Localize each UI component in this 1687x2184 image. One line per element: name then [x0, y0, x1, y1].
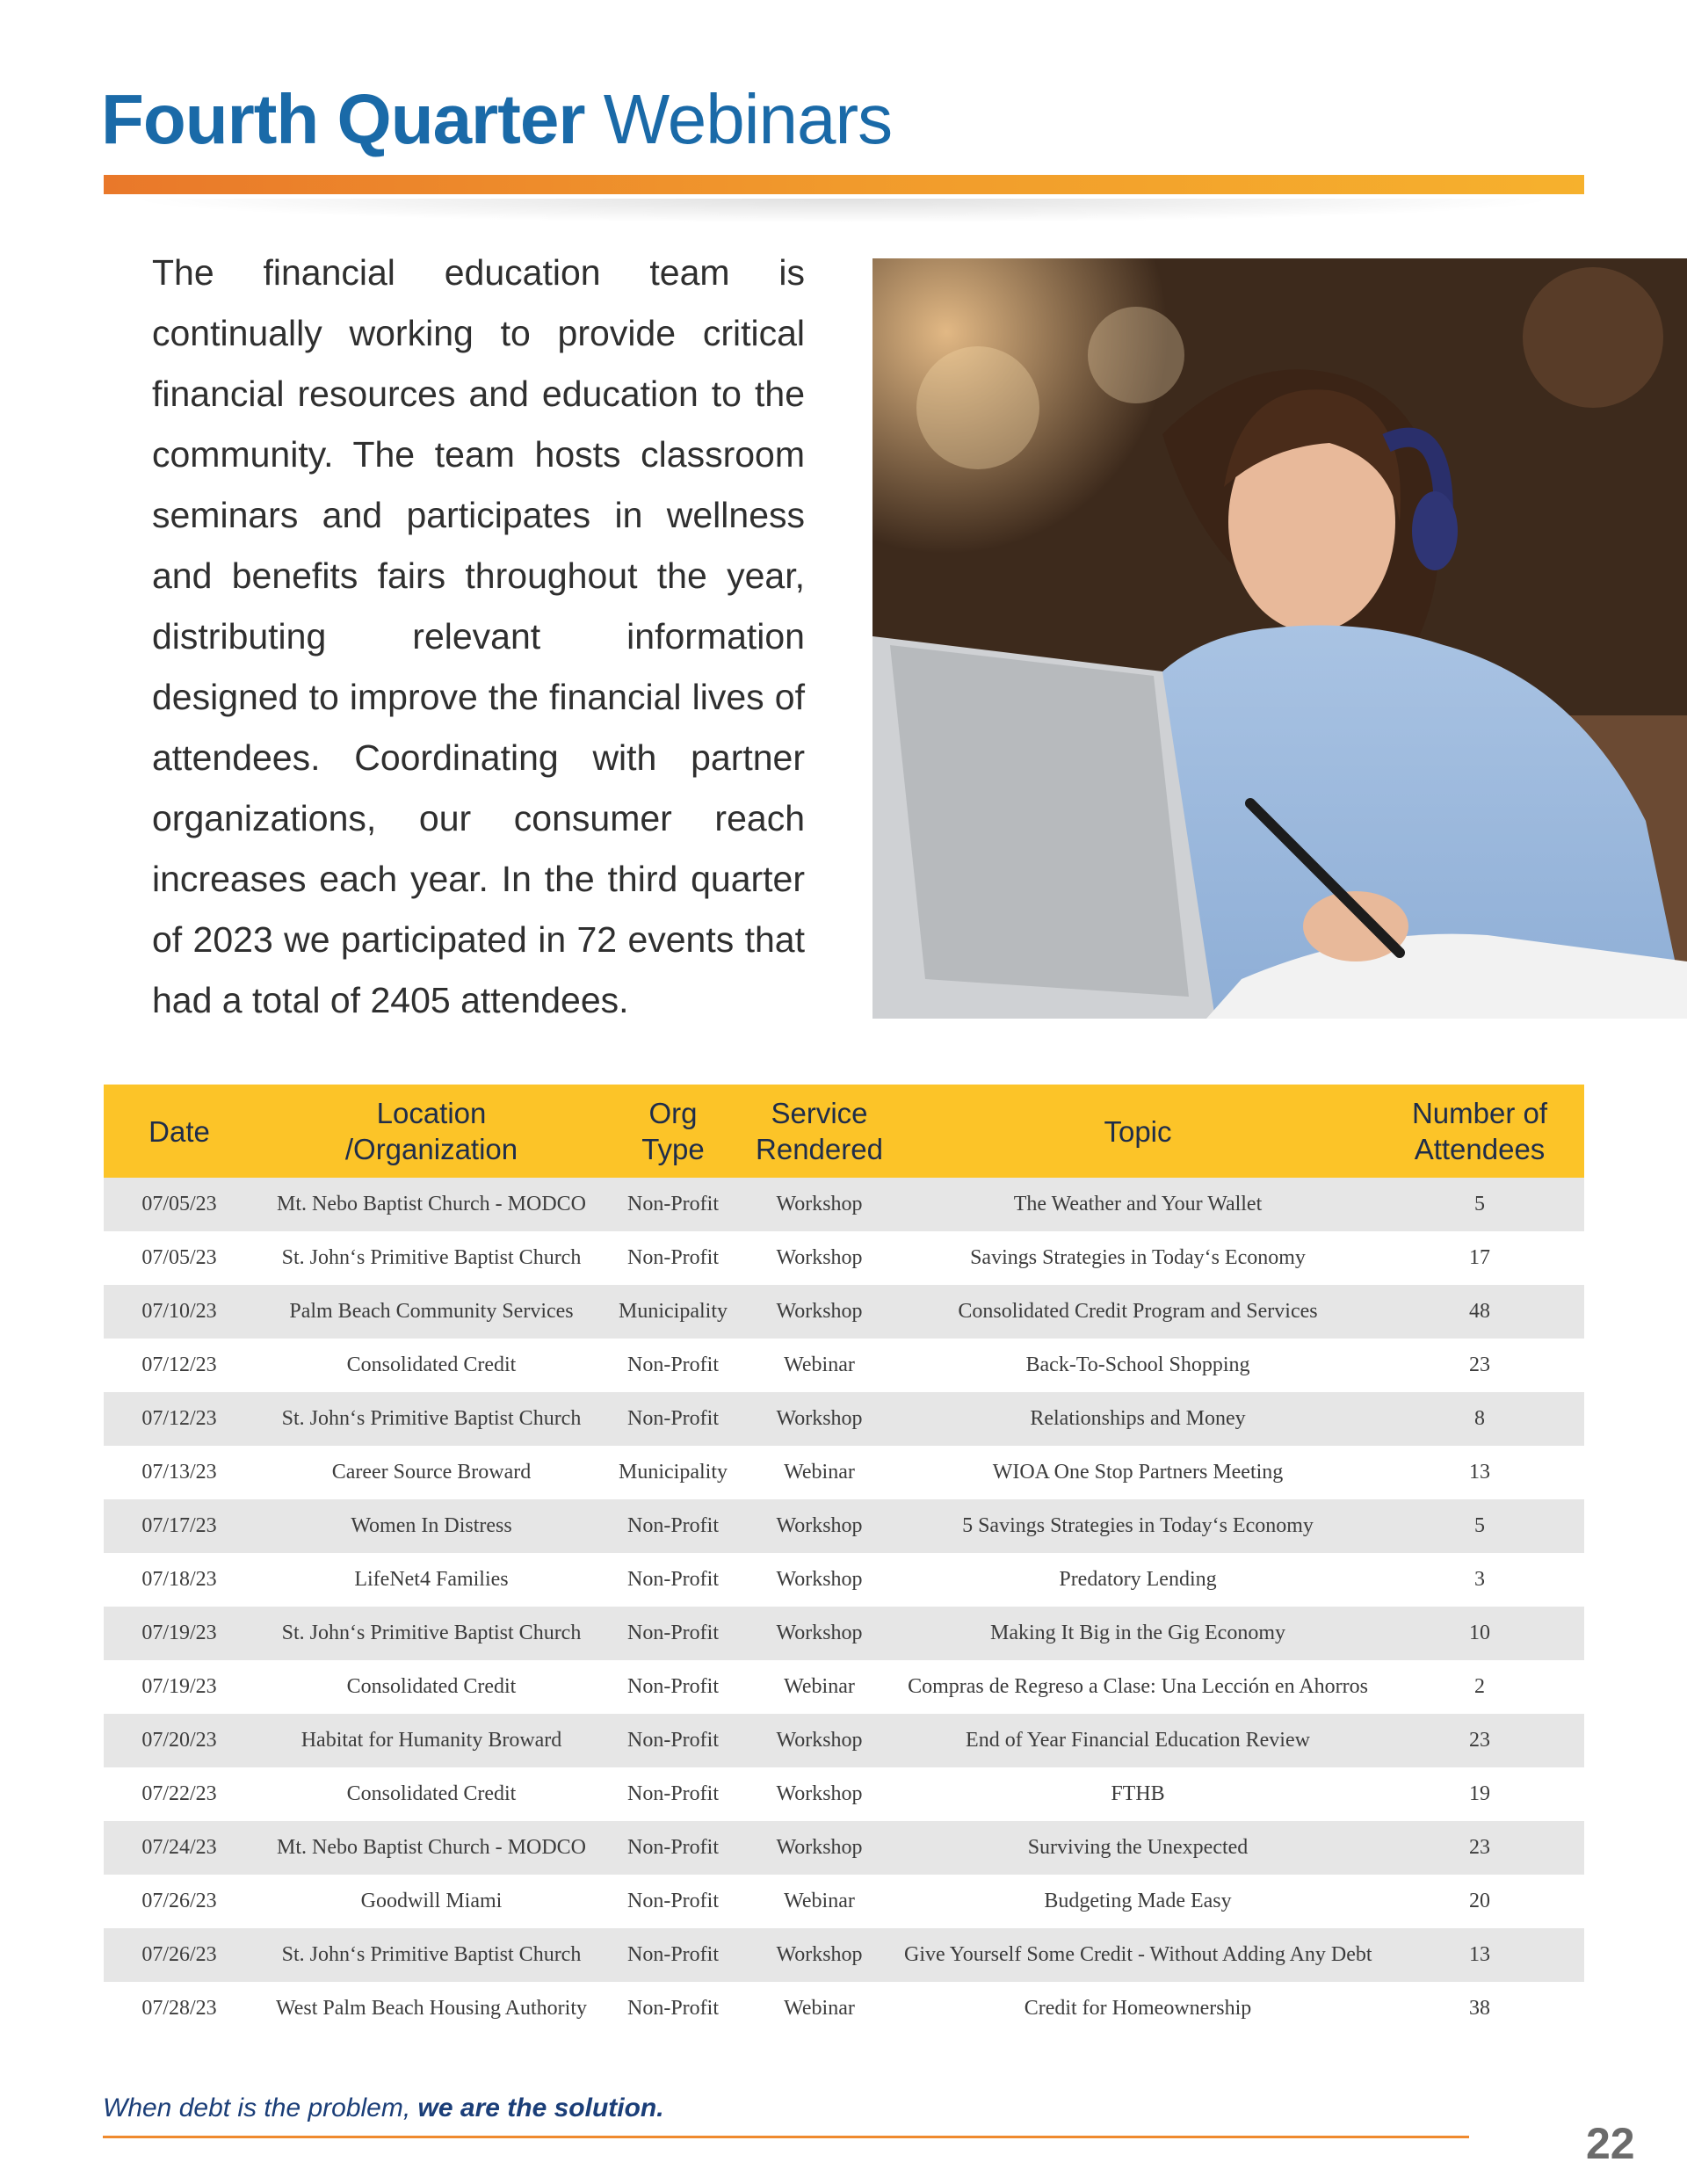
cell-attendees: 23 — [1469, 1353, 1490, 1376]
cell-topic: Give Yourself Some Credit - Without Adding Any Debt — [901, 1928, 1375, 1982]
table-row — [104, 1499, 1584, 1553]
cell-location: West Palm Beach Housing Authority — [275, 1997, 588, 2020]
col-header-service-label: Service Rendered — [756, 1097, 883, 1165]
cell-org-type: Non-Profit — [608, 1821, 738, 1875]
cell-topic: Surviving the Unexpected — [901, 1821, 1375, 1875]
col-header-attendees — [1375, 1085, 1584, 1178]
intro-paragraph: The financial education team is continually working to provide critical financial resources and education to the community. The team hosts classroom seminars and participates in wellness and benefits fairs throughout the year, distributing relevant information designed to improve the financial lives of attendees. Coordinating with partner organizations, our consumer reach increases each year. In the third quarter of 2023 we participated in 72 events that had a total of 2405 attendees. — [152, 252, 805, 1020]
table-row — [104, 1607, 1584, 1660]
col-header-org-type — [608, 1085, 738, 1178]
cell-location: Mt. Nebo Baptist Church - MODCO — [255, 1178, 608, 1231]
cell-service: Webinar — [784, 1997, 855, 2020]
events-table — [104, 1085, 1584, 2035]
cell-location: St. John‘s Primitive Baptist Church — [255, 1392, 608, 1446]
cell-service: Workshop — [738, 1821, 901, 1875]
cell-location: Consolidated Credit — [346, 1675, 517, 1698]
cell-topic: Predatory Lending — [1059, 1568, 1217, 1591]
cell-location: Career Source Broward — [331, 1461, 532, 1484]
cell-org-type: Municipality — [608, 1285, 738, 1339]
cell-org-type: Non-Profit — [608, 1607, 738, 1660]
photo-illustration — [872, 258, 1687, 1019]
cell-topic: Back-To-School Shopping — [1025, 1353, 1250, 1376]
cell-service: Workshop — [738, 1392, 901, 1446]
cell-service: Workshop — [738, 1928, 901, 1982]
cell-attendees: 17 — [1469, 1246, 1490, 1269]
page-number: 22 — [1586, 2119, 1635, 2168]
cell-attendees: 48 — [1375, 1285, 1584, 1339]
cell-location: St. John‘s Primitive Baptist Church — [255, 1607, 608, 1660]
cell-location: Habitat for Humanity Broward — [255, 1714, 608, 1767]
title-divider — [104, 175, 1584, 194]
cell-org-type: Non-Profit — [608, 1499, 738, 1553]
cell-location: Mt. Nebo Baptist Church - MODCO — [255, 1821, 608, 1875]
cell-location: LifeNet4 Families — [354, 1568, 509, 1591]
cell-date: 07/28/23 — [141, 1997, 217, 2020]
cell-location: Women In Distress — [255, 1499, 608, 1553]
table-row — [104, 1875, 1584, 1928]
table-row — [104, 1231, 1584, 1285]
cell-org-type: Non-Profit — [627, 1890, 719, 1912]
cell-attendees: 19 — [1469, 1782, 1490, 1805]
col-header-service — [738, 1085, 901, 1178]
cell-date: 07/22/23 — [141, 1782, 217, 1805]
cell-service: Workshop — [738, 1285, 901, 1339]
cell-topic: Consolidated Credit Program and Services — [901, 1285, 1375, 1339]
cell-org-type: Non-Profit — [627, 1675, 719, 1698]
page-title-rest: Webinars — [603, 80, 893, 158]
cell-org-type: Non-Profit — [627, 1568, 719, 1591]
cell-org-type: Non-Profit — [627, 1246, 719, 1269]
cell-org-type: Non-Profit — [627, 1353, 719, 1376]
cell-date: 07/26/23 — [141, 1890, 217, 1912]
cell-attendees: 23 — [1375, 1714, 1584, 1767]
cell-location: Consolidated Credit — [346, 1353, 517, 1376]
table-row — [104, 1821, 1584, 1875]
col-header-location — [255, 1085, 608, 1178]
cell-date: 07/12/23 — [104, 1392, 255, 1446]
col-header-org-type-label: Org Type — [641, 1097, 705, 1165]
cell-service: Webinar — [784, 1890, 855, 1912]
cell-topic: Savings Strategies in Today‘s Economy — [970, 1246, 1306, 1269]
woman-webinar-photo — [872, 258, 1687, 1019]
cell-date: 07/26/23 — [104, 1928, 255, 1982]
cell-topic: Compras de Regreso a Clase: Una Lección en Ahorros — [908, 1675, 1368, 1698]
cell-attendees: 20 — [1469, 1890, 1490, 1912]
cell-location: St. John‘s Primitive Baptist Church — [255, 1928, 608, 1982]
col-header-date: Date — [104, 1085, 255, 1178]
table-row — [104, 1767, 1584, 1821]
cell-date: 07/17/23 — [104, 1499, 255, 1553]
page-title-bold: Fourth Quarter — [101, 80, 585, 158]
table-row — [104, 1553, 1584, 1607]
table-row — [104, 1660, 1584, 1714]
cell-topic: Making It Big in the Gig Economy — [901, 1607, 1375, 1660]
cell-date: 07/18/23 — [141, 1568, 217, 1591]
table-row — [104, 1446, 1584, 1499]
cell-attendees: 2 — [1474, 1675, 1485, 1698]
table-row — [104, 1928, 1584, 1982]
footer-tagline-part1: When debt is the problem, — [103, 2093, 411, 2122]
cell-org-type: Non-Profit — [608, 1928, 738, 1982]
table-row — [104, 1714, 1584, 1767]
cell-attendees: 5 — [1375, 1178, 1584, 1231]
cell-service: Workshop — [738, 1178, 901, 1231]
footer-tagline — [103, 2093, 664, 2123]
cell-topic: WIOA One Stop Partners Meeting — [992, 1461, 1284, 1484]
footer-tagline-part2: we are the solution. — [417, 2093, 664, 2122]
cell-org-type: Non-Profit — [627, 1997, 719, 2020]
cell-attendees: 5 — [1375, 1499, 1584, 1553]
cell-location: Goodwill Miami — [360, 1890, 503, 1912]
cell-service: Webinar — [784, 1461, 855, 1484]
cell-date: 07/24/23 — [104, 1821, 255, 1875]
cell-date: 07/19/23 — [141, 1675, 217, 1698]
cell-topic: End of Year Financial Education Review — [901, 1714, 1375, 1767]
cell-attendees: 8 — [1375, 1392, 1584, 1446]
cell-org-type: Non-Profit — [608, 1392, 738, 1446]
cell-topic: The Weather and Your Wallet — [901, 1178, 1375, 1231]
cell-org-type: Non-Profit — [608, 1178, 738, 1231]
table-row — [104, 1392, 1584, 1446]
cell-service: Workshop — [776, 1568, 863, 1591]
table-row — [104, 1178, 1584, 1231]
cell-service: Webinar — [784, 1353, 855, 1376]
cell-org-type: Non-Profit — [627, 1782, 719, 1805]
cell-location: Palm Beach Community Services — [255, 1285, 608, 1339]
cell-topic: FTHB — [1111, 1782, 1165, 1805]
cell-service: Workshop — [738, 1714, 901, 1767]
cell-service: Workshop — [776, 1782, 863, 1805]
cell-attendees: 13 — [1469, 1461, 1490, 1484]
cell-attendees: 38 — [1469, 1997, 1490, 2020]
cell-attendees: 13 — [1375, 1928, 1584, 1982]
cell-date: 07/12/23 — [141, 1353, 217, 1376]
cell-topic: Credit for Homeownership — [1024, 1997, 1252, 2020]
title-divider-shadow — [123, 199, 1564, 223]
col-header-attendees-label: Number of Attendees — [1411, 1097, 1548, 1165]
cell-topic: Budgeting Made Easy — [1044, 1890, 1232, 1912]
col-header-location-label: Location /Organization — [344, 1097, 518, 1165]
cell-date: 07/13/23 — [141, 1461, 217, 1484]
cell-topic: Relationships and Money — [901, 1392, 1375, 1446]
cell-location: Consolidated Credit — [346, 1782, 517, 1805]
cell-date: 07/20/23 — [104, 1714, 255, 1767]
table-row — [104, 1285, 1584, 1339]
cell-service: Workshop — [776, 1246, 863, 1269]
cell-service: Webinar — [784, 1675, 855, 1698]
page-title — [101, 77, 892, 162]
table-row — [104, 1982, 1584, 2035]
cell-attendees: 23 — [1375, 1821, 1584, 1875]
col-header-topic: Topic — [901, 1085, 1375, 1178]
cell-date: 07/10/23 — [104, 1285, 255, 1339]
cell-date: 07/05/23 — [141, 1246, 217, 1269]
cell-attendees: 3 — [1474, 1568, 1485, 1591]
cell-org-type: Municipality — [619, 1461, 728, 1484]
cell-topic: 5 Savings Strategies in Today‘s Economy — [901, 1499, 1375, 1553]
cell-service: Workshop — [738, 1607, 901, 1660]
cell-service: Workshop — [738, 1499, 901, 1553]
table-header-row — [104, 1085, 1584, 1178]
table-row — [104, 1339, 1584, 1392]
cell-date: 07/19/23 — [104, 1607, 255, 1660]
footer-divider — [103, 2136, 1469, 2138]
cell-location: St. John‘s Primitive Baptist Church — [281, 1246, 582, 1269]
cell-date: 07/05/23 — [104, 1178, 255, 1231]
cell-attendees: 10 — [1375, 1607, 1584, 1660]
cell-org-type: Non-Profit — [608, 1714, 738, 1767]
